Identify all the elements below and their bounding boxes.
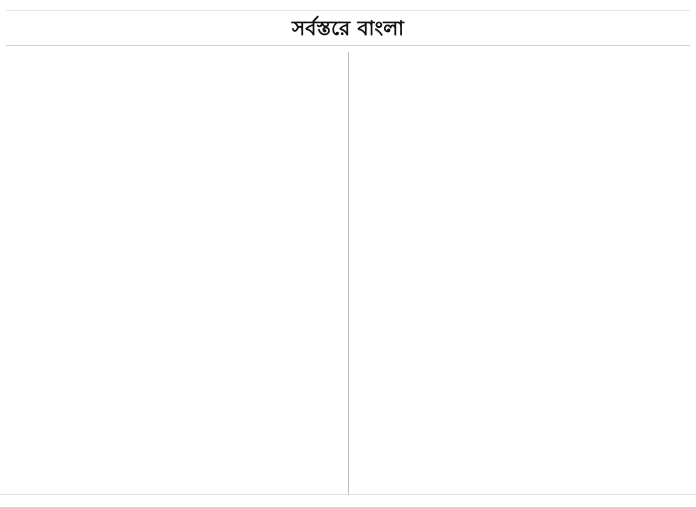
right-paragraph — [359, 90, 691, 102]
right-paragraph — [359, 71, 691, 83]
right-paragraph — [359, 147, 691, 159]
right-column — [359, 52, 691, 497]
cropped-top-strip — [6, 0, 690, 11]
left-paragraph — [6, 52, 338, 64]
headline-area — [6, 11, 690, 46]
cropped-bottom-strip — [0, 494, 696, 507]
left-paragraph — [6, 71, 338, 83]
left-paragraph — [6, 128, 338, 140]
left-paragraph — [6, 90, 338, 102]
left-paragraph — [6, 109, 338, 121]
left-column — [6, 52, 338, 497]
column-divider — [348, 52, 349, 497]
article-headline: সর্বস্তরে বাংলা — [291, 16, 405, 40]
right-paragraph — [359, 109, 691, 121]
left-paragraph — [6, 147, 338, 159]
article-columns — [6, 46, 690, 497]
right-paragraph — [359, 166, 691, 178]
right-paragraph — [359, 128, 691, 140]
right-paragraph — [359, 52, 691, 64]
left-paragraph — [6, 166, 338, 178]
